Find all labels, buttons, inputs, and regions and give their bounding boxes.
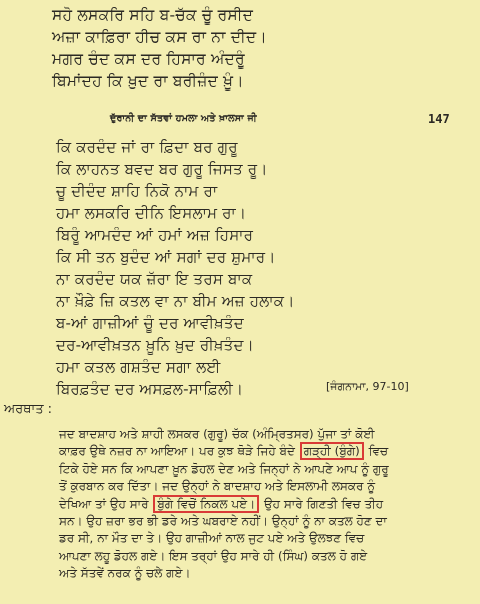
prose-text: ਅਤੇ ਸੱਤਵੇਂ ਨਰਕ ਨੂੰ ਚਲੇ ਗਏ। — [59, 566, 191, 581]
verse-line: ਦਰ-ਆਵੀਖ਼ਤਨ ਖ਼ੂਨਿ ਖ਼ੁਦ ਰੀਖ਼ਤੰਦ। — [56, 336, 254, 354]
running-title: ਦੁੱਰਾਨੀ ਦਾ ਸੱਤਵਾਂ ਹਮਲਾ ਅਤੇ ਖ਼ਾਲਸਾ ਜੀ — [110, 113, 257, 124]
prose-text: ਜਦ ਬਾਦਸ਼ਾਹ ਅਤੇ ਸ਼ਾਹੀ ਲਸਕਰ (ਗੁਰੂ) ਚੱਕ (ਅੰਮ੍ਰਿਤਸਰ) ਪੁੱਜਾ ਤਾਂ ਕੋਈ — [59, 427, 375, 441]
prose-text: ਟਿਕੇ ਹੋਏ ਸਨ ਕਿ ਆਪਣਾ ਖ਼ੂਨ ਡੋਹਲ ਦੇਣ ਅਤੇ ਜਿਨ੍ਹਾਂ ਨੇ ਆਪਣੇ ਆਪ ਨੂੰ ਗੁਰੂ — [59, 461, 389, 476]
running-head — [0, 113, 480, 129]
meaning-paragraph — [59, 426, 471, 583]
prose-line — [59, 513, 471, 530]
verse-line: ਹਮਾ ਕਤਲ ਗਸ਼ਤੰਦ ਸਗਾ ਲਈ — [56, 358, 221, 376]
main-verse — [56, 136, 471, 400]
highlighted-phrase: ਗੜ੍ਹੀ (ਬੁੰਗੇ) — [300, 442, 364, 460]
verse-line: ਅਜ਼ਾ ਕਾਫ਼ਿਰਾ ਹੀਚ ਕਸ ਰਾ ਨਾ ਦੀਦ। — [52, 28, 267, 46]
prose-line — [59, 443, 471, 460]
prose-line — [59, 565, 471, 582]
verse-line: ਹਮਾ ਲਸਕਰਿ ਦੀਨਿ ਇਸਲਾਮ ਰਾ। — [56, 204, 247, 222]
verse-line: ਬਿਰੂੰ ਆਮਦੰਦ ਆਂ ਹਮਾਂ ਅਜ਼ ਹਿਸਾਰ — [56, 226, 254, 244]
verse-line: ਬਿਰਫ਼ਤੰਦ ਦਰ ਅਸਫ਼ਲ-ਸਾਫ਼ਿਲੀ। — [56, 380, 244, 398]
prose-text: ਵਿਚ — [364, 444, 389, 459]
prose-line — [59, 426, 471, 443]
page-number: 147 — [428, 112, 450, 126]
verse-line: ਸਹੋ ਲਸਕਰਿ ਸਹਿ ਬ-ਚੱਕ ਚੂੰ ਰਸੀਦ — [52, 6, 254, 24]
verse-line: ਕਿ ਸੀ ਤਨ ਬੁਦੰਦ ਆਂ ਸਗਾਂ ਦਰ ਸ਼ੁਮਾਰ। — [56, 248, 276, 266]
verse-line: ਚੂ ਦੀਦੰਦ ਸ਼ਾਹਿ ਨਿਕੋ ਨਾਮ ਰਾ — [56, 182, 218, 200]
verse-line: ਨਾ ਕਰਦੰਦ ਯਕ ਜ਼ੱਰਾ ਇ ਤਰਸ ਬਾਕ — [56, 270, 253, 288]
prose-text: ਤੋਂ ਕੁਰਬਾਨ ਕਰ ਦਿੱਤਾ। ਜਦ ਉਨ੍ਹਾਂ ਨੇ ਬਾਦਸ਼ਾਹ ਅਤੇ ਇਸਲਾਮੀ ਲਸਕਰ ਨੂੰ — [59, 479, 376, 494]
prose-text: ਆਪਣਾ ਲਹੂ ਡੋਹਲ ਗਏ। ਇਸ ਤਰ੍ਹਾਂ ਉਹ ਸਾਰੇ ਹੀ (ਸਿੰਘ) ਕਤਲ ਹੋ ਗਏ — [59, 548, 368, 563]
arthat-label: ਅਰਥਾਤ : — [4, 402, 53, 417]
verse-line: ਮਗਰ ਚੰਦ ਕਸ ਦਰ ਹਿਸਾਰ ਅੰਦਰੂੰ — [52, 50, 245, 68]
verse-line: ਬ-ਆਂ ਗਾਜ਼ੀਆਂ ਚੂੰ ਦਰ ਆਵੀਖ਼ਤੰਦ — [56, 314, 244, 332]
prose-line — [59, 530, 471, 547]
prose-text: ਕਾਫ਼ਰ ਉਥੇ ਨਜ਼ਰ ਨਾ ਆਇਆ। ਪਰ ਕੁਝ ਥੋੜੇ ਜਿਹੇ ਬੰਦੇ — [59, 444, 299, 459]
prose-line — [59, 461, 471, 478]
top-verse — [52, 4, 472, 92]
prose-line — [59, 478, 471, 495]
verse-line: ਕਿ ਲਾਹਨਤ ਬਵਦ ਬਰ ਗੁਰੂ ਜਿਸਤ ਰੂ। — [56, 160, 268, 178]
prose-text: ਉਹ ਸਾਰੇ ਗਿਣਤੀ ਵਿਚ ਤੀਹ — [260, 496, 384, 511]
prose-text: ਡਰ ਸੀ, ਨਾ ਮੌਤ ਦਾ ਤੇ। ਉਹ ਗਾਜ਼ੀਆਂ ਨਾਲ ਜੁਟ ਪਏ ਅਤੇ ਉਲਝਣ ਵਿਚ — [59, 531, 365, 546]
citation: [ਜੰਗਨਾਮਾ, 97-10] — [326, 380, 409, 393]
prose-text: ਸਨ। ਉਹ ਜ਼ਰਾ ਭਰ ਭੀ ਡਰੇ ਅਤੇ ਘਬਰਾਏ ਨਹੀਂ। ਉਨ੍ਹਾਂ ਨੂੰ ਨਾ ਕਤਲ ਹੋਣ ਦਾ — [59, 513, 387, 528]
prose-text: ਦੇਖਿਆ ਤਾਂ ਉਹ ਸਾਰੇ — [59, 496, 153, 511]
verse-line: ਕਿ ਕਰਦੰਦ ਜਾਂ ਰਾ ਫ਼ਿਦਾ ਬਰ ਗੁਰੂ — [56, 138, 238, 156]
verse-line: ਨਾ ਖ਼ੌਫ਼ੇ ਜ਼ਿ ਕਤਲ ਵਾ ਨਾ ਬੀਮ ਅਜ਼ ਹਲਾਕ। — [56, 292, 295, 310]
highlighted-phrase: ਬੁੰਗੇ ਵਿਚੋਂ ਨਿਕਲ ਪਏ। — [153, 495, 259, 513]
verse-line: ਬਿਮਾਂਦਹ ਕਿ ਖ਼ੁਦ ਰਾ ਬਰੀਜ਼ੰਦ ਖ਼ੂੰ। — [52, 72, 244, 90]
prose-line — [59, 496, 471, 513]
prose-line — [59, 548, 471, 565]
